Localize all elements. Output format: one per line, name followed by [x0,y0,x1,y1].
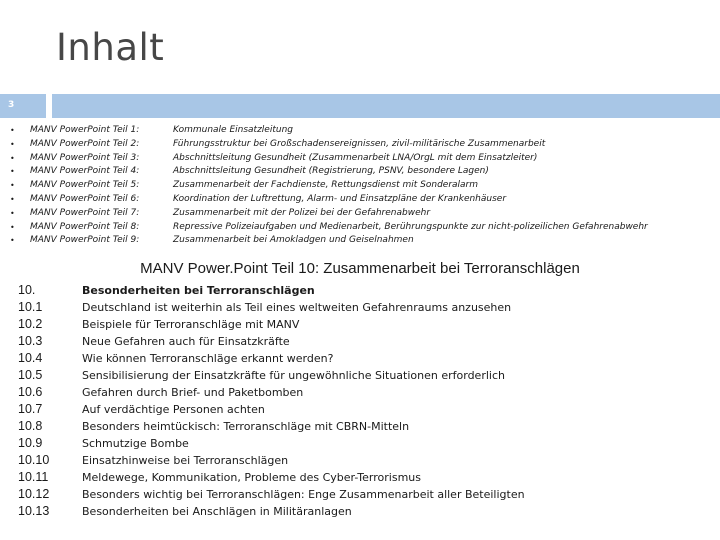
toc-description: Zusammenarbeit der Fachdienste, Rettungsdienst mit Sonderalarm [173,180,479,191]
section-item-text: Beispiele für Terroranschläge mit MANV [82,318,300,331]
section-item-number: 10.6 [18,385,43,399]
bullet-icon: • [10,126,15,135]
section-item [18,367,525,384]
section-item [18,299,525,316]
toc-item [10,234,710,248]
toc-item [10,124,710,138]
bullet-icon: • [10,167,15,177]
toc-part-label: MANV PowerPoint Teil 5: [30,180,140,191]
section-item-number: 10.12 [18,487,50,501]
section-item-number: 10.2 [18,317,43,331]
bullet-icon: • [10,208,15,218]
section-item [18,316,525,333]
section-item-number: 10.1 [18,300,43,314]
section-item [18,384,525,401]
toc-part-label: MANV PowerPoint Teil 2: [30,138,140,149]
section-item-text: Besonderheiten bei Anschlägen in Militäranlagen [82,505,352,518]
bullet-icon: • [10,236,15,246]
toc-list [10,124,710,248]
bullet-icon: • [10,222,15,232]
section-item-number: 10.11 [18,470,49,484]
section-item [18,435,525,452]
section-item-text: Einsatzhinweise bei Terroranschlägen [82,454,289,467]
section-heading: MANV Power.Point Teil 10: Zusammenarbeit bei Terroranschlägen [140,260,580,277]
section-item-number: 10.8 [18,419,43,433]
page-number: 3 [8,100,15,110]
section-item-number: 10.4 [18,351,43,365]
section-item-number: 10.7 [18,402,43,416]
toc-part-label: MANV PowerPoint Teil 1: [30,125,140,135]
section-item [18,452,525,469]
bullet-icon: • [10,181,15,191]
section-item-text: Besonders wichtig bei Terroranschlägen: Enge Zusammenarbeit aller Beteiligten [82,488,525,501]
slide-title: Inhalt [56,26,165,69]
section-item-number: 10.9 [18,436,43,450]
section-item-text: Besonderheiten bei Terroranschlägen [82,284,315,297]
section-item [18,503,525,520]
toc-item [10,207,710,221]
toc-part-label: MANV PowerPoint Teil 7: [30,207,140,218]
section-item-list [18,282,525,520]
section-item [18,333,525,350]
section-item-text: Besonders heimtückisch: Terroranschläge mit CBRN-Mitteln [82,420,410,433]
toc-description: Kommunale Einsatzleitung [173,125,293,135]
bullet-icon: • [10,139,15,149]
header-bar [52,94,720,118]
toc-description: Repressive Polizeiaufgaben und Medienarbeit, Berührungspunkte zur nicht-polizeilichen Gefahrenabwehr [173,221,648,232]
toc-description: Koordination der Luftrettung, Alarm- und Einsatzpläne der Krankenhäuser [173,193,507,204]
toc-part-label: MANV PowerPoint Teil 9: [30,235,140,246]
toc-item [10,152,710,166]
section-item-number: 10.5 [18,368,43,382]
section-item-text: Schmutzige Bombe [82,437,189,450]
section-item-text: Neue Gefahren auch für Einsatzkräfte [82,335,290,348]
toc-item [10,138,710,152]
toc-description: Zusammenarbeit bei Amokladgen und Geiselnahmen [173,235,414,246]
toc-part-label: MANV PowerPoint Teil 6: [30,193,140,204]
section-item-text: Auf verdächtige Personen achten [82,403,265,416]
toc-part-label: MANV PowerPoint Teil 3: [30,152,140,163]
toc-item [10,165,710,179]
toc-description: Zusammenarbeit mit der Polizei bei der Gefahrenabwehr [173,207,431,218]
section-item-number: 10.3 [18,334,43,348]
toc-description: Abschnittsleitung Gesundheit (Zusammenarbeit LNA/OrgL mit dem Einsatzleiter) [173,152,538,163]
toc-item [10,193,710,207]
section-item-number: 10. [18,283,36,297]
bullet-icon: • [10,194,15,204]
bullet-icon: • [10,153,15,163]
toc-item [10,221,710,235]
section-item [18,486,525,503]
toc-description: Führungsstruktur bei Großschadensereignissen, zivil-militärische Zusammenarbeit [173,138,546,149]
section-item [18,469,525,486]
section-item-text: Deutschland ist weiterhin als Teil eines weltweiten Gefahrenraums anzusehen [82,301,512,314]
toc-part-label: MANV PowerPoint Teil 4: [30,166,140,177]
section-item [18,350,525,367]
toc-description: Abschnittsleitung Gesundheit (Registrierung, PSNV, besondere Lagen) [173,166,489,177]
section-item [18,401,525,418]
section-item-text: Wie können Terroranschläge erkannt werden? [82,352,334,365]
section-item [18,282,525,299]
section-item-number: 10.10 [18,453,50,467]
toc-part-label: MANV PowerPoint Teil 8: [30,221,140,232]
section-item [18,418,525,435]
section-item-text: Meldewege, Kommunikation, Probleme des Cyber-Terrorismus [82,471,421,484]
section-item-text: Gefahren durch Brief- und Paketbomben [82,386,304,399]
section-item-text: Sensibilisierung der Einsatzkräfte für ungewöhnliche Situationen erforderlich [82,369,505,382]
section-item-number: 10.13 [18,504,50,518]
page-number-box [0,94,46,118]
toc-item [10,179,710,193]
